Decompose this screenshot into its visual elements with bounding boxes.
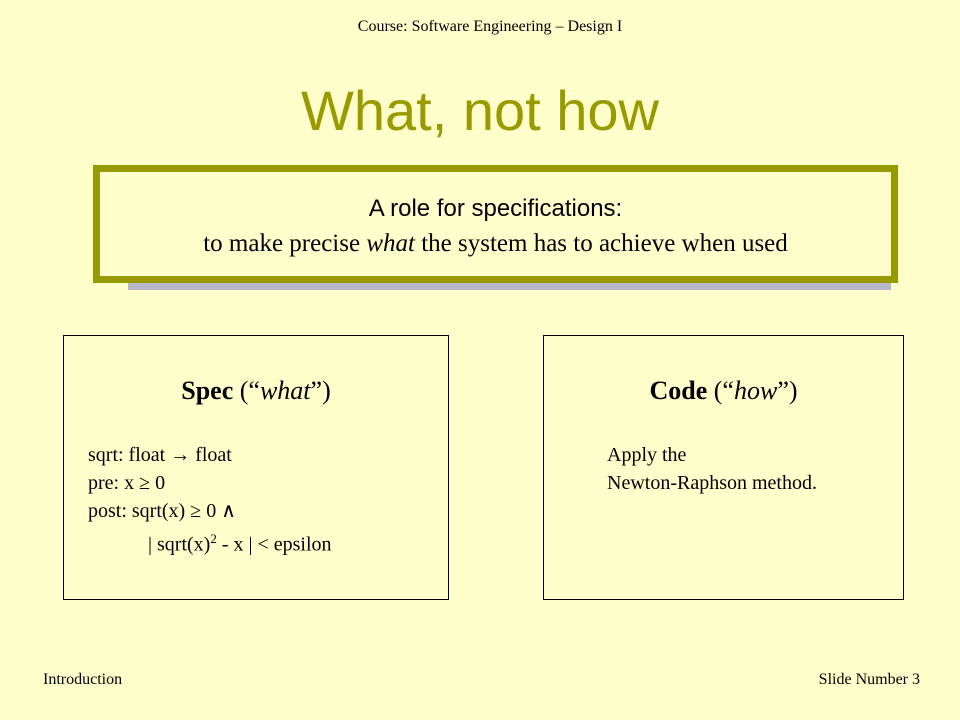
callout-line-2-emphasis: what (366, 230, 415, 257)
code-line-1: Apply the (607, 444, 687, 466)
code-line-2: Newton-Raphson method. (607, 472, 817, 494)
callout-inner (98, 170, 893, 278)
spec-box (63, 335, 449, 600)
code-title-bold: Code (649, 376, 708, 405)
callout-box (93, 165, 898, 283)
spec-title-bold: Spec (181, 376, 234, 405)
callout-line-2-pre: to make precise (203, 230, 367, 257)
code-body (607, 441, 817, 497)
callout-line-1: A role for specifications: (368, 195, 623, 222)
code-title-emphasis: how (733, 376, 778, 405)
spec-line-4-pre: | sqrt(x) (148, 533, 211, 556)
spec-line-post: post: sqrt(x) ≥ 0 ∧ (88, 500, 236, 522)
course-header: Course: Software Engineering – Design I (357, 18, 623, 35)
spec-title-emphasis: what (259, 376, 311, 405)
spec-line-4-sup: 2 (210, 531, 217, 546)
code-box (543, 335, 904, 600)
slide-title: What, not how (301, 79, 659, 142)
code-title-close: ”) (777, 376, 798, 405)
spec-line-post-cont (88, 525, 332, 559)
callout-line-2-post: the system has to achieve when used (414, 230, 788, 257)
spec-title (64, 376, 448, 406)
spec-body (88, 441, 332, 559)
spec-line-signature: sqrt: float → float (88, 444, 232, 466)
footer-section: Introduction (43, 671, 123, 688)
spec-title-close: ”) (310, 376, 331, 405)
code-title-open: (“ (707, 376, 734, 405)
code-title (544, 376, 903, 406)
callout-line-2 (100, 230, 891, 258)
spec-line-pre: pre: x ≥ 0 (88, 472, 166, 494)
spec-line-4-post: - x | < epsilon (216, 533, 332, 556)
spec-title-open: (“ (233, 376, 260, 405)
footer-slide-number: Slide Number 3 (818, 671, 920, 688)
